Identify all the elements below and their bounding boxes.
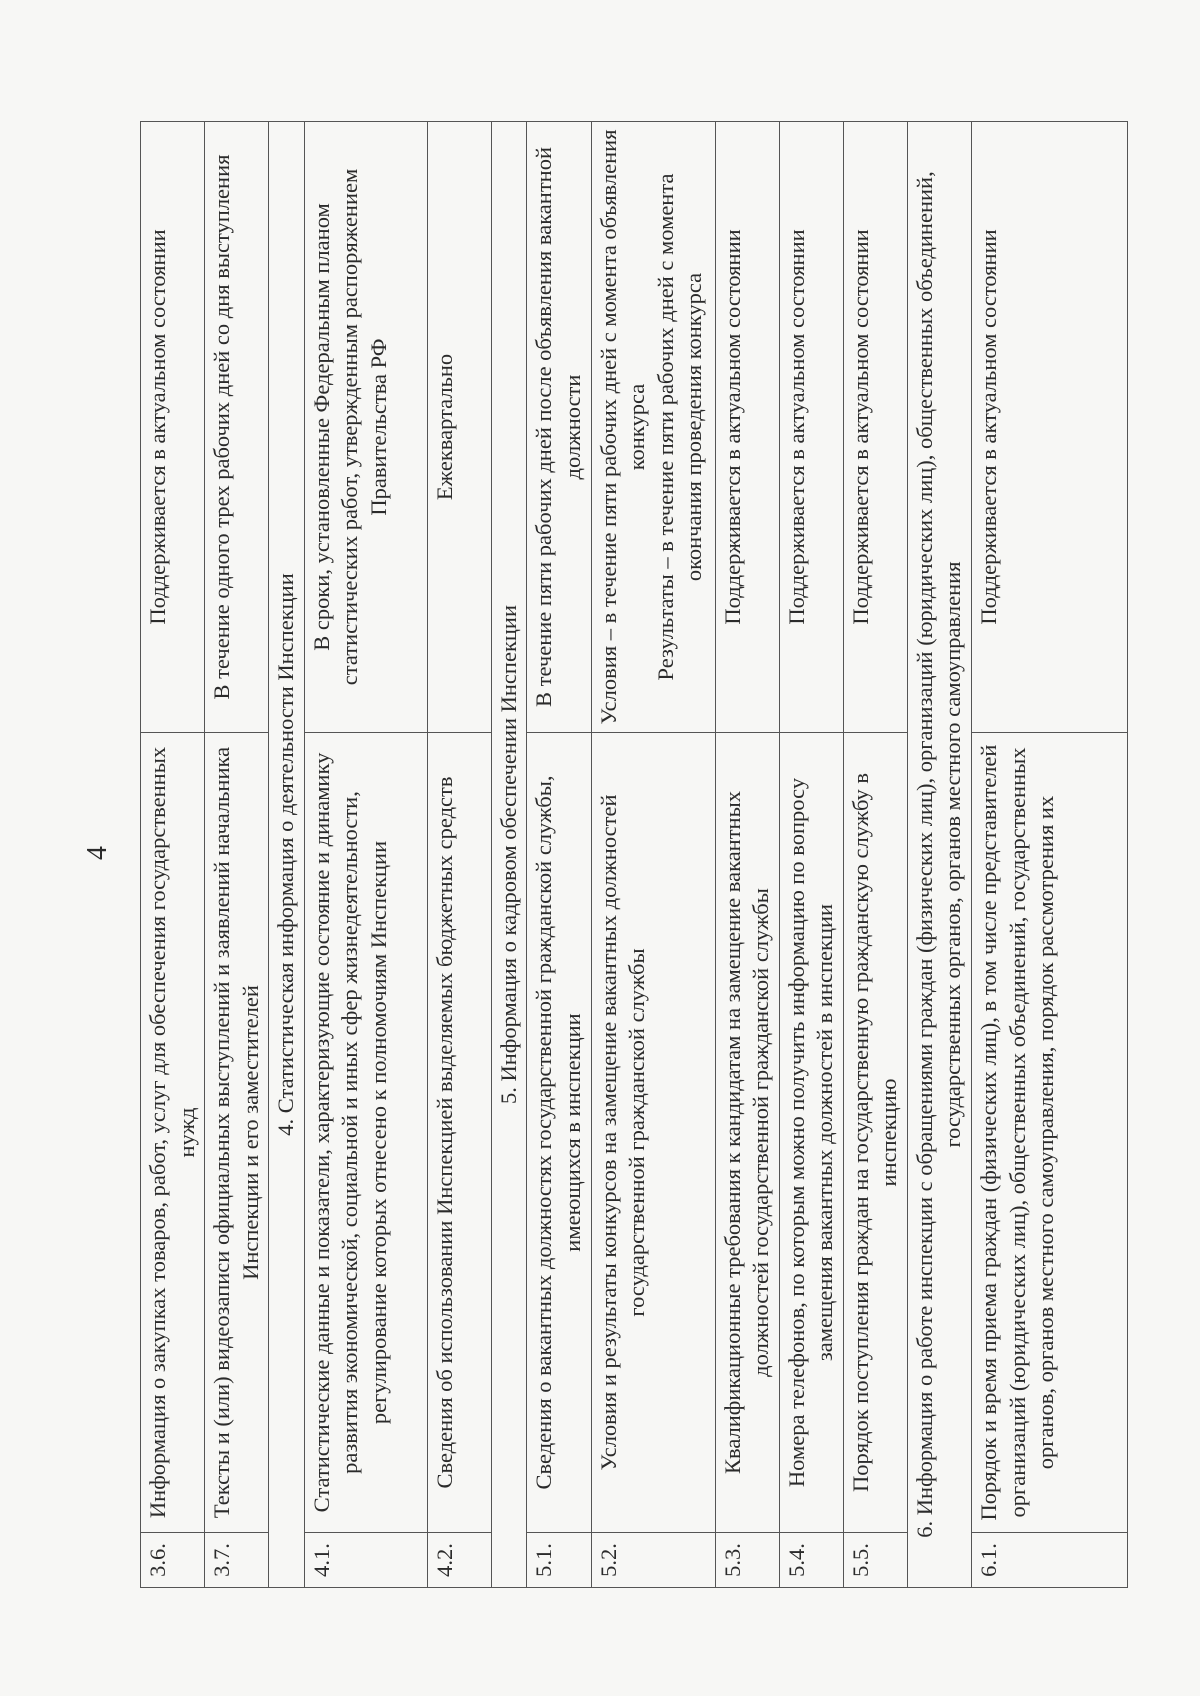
term-cell: Ежеквартально — [427, 122, 491, 733]
term-cell: В сроки, установленные Федеральным планом статистических работ, утвержденным распоряжением Правительства РФ — [304, 122, 427, 733]
info-cell: Порядок и время приема граждан (физических лиц), в том числе представителей организаций (юридических лиц), общественных объединений, государственных органов, органов местного самоуправления, порядок рассмотрения их — [972, 733, 1128, 1533]
term-cell: В течение одного трех рабочих дней со дня выступления — [205, 122, 269, 733]
section-row — [907, 122, 971, 1588]
term-results: Результаты – в течение пяти рабочих дней с момента окончания проведения конкурса — [652, 173, 707, 681]
section-heading: 4. Статистическая информация о деятельности Инспекции — [269, 122, 305, 1588]
info-cell: Квалификационные требования к кандидатам на замещение вакантных должностей государственной гражданской службы — [715, 733, 779, 1533]
row-number: 5.5. — [843, 1533, 907, 1588]
row-number: 5.3. — [715, 1533, 779, 1588]
table-row — [715, 122, 779, 1588]
row-number: 5.2. — [591, 1533, 715, 1588]
term-cell: Поддерживается в актуальном состоянии — [715, 122, 779, 733]
term-cell: В течение пяти рабочих дней после объявления вакантной должности — [527, 122, 591, 733]
page-number: 4 — [82, 846, 113, 860]
row-number: 4.1. — [304, 1533, 427, 1588]
info-cell: Тексты и (или) видеозаписи официальных выступлений и заявлений начальника Инспекции и его заместителей — [205, 733, 269, 1533]
section-row — [491, 122, 527, 1588]
term-cell: Поддерживается в актуальном состоянии — [141, 122, 205, 733]
row-number: 5.4. — [779, 1533, 843, 1588]
term-cell — [591, 122, 715, 733]
section-row — [269, 122, 305, 1588]
info-table — [140, 121, 1128, 1588]
info-cell: Условия и результаты конкурсов на замещение вакантных должностей государственной гражданской службы — [591, 733, 715, 1533]
table-row — [304, 122, 427, 1588]
term-cell: Поддерживается в актуальном состоянии — [843, 122, 907, 733]
info-cell: Порядок поступления граждан на государственную гражданскую службу в инспекцию — [843, 733, 907, 1533]
term-cell: Поддерживается в актуальном состоянии — [779, 122, 843, 733]
info-cell: Сведения об использовании Инспекцией выделяемых бюджетных средств — [427, 733, 491, 1533]
row-number: 3.6. — [141, 1533, 205, 1588]
rotated-page — [140, 122, 1128, 1588]
row-number: 3.7. — [205, 1533, 269, 1588]
table-row — [843, 122, 907, 1588]
row-number: 5.1. — [527, 1533, 591, 1588]
term-conditions: Условия – в течение пяти рабочих дней с момента объявления конкурса — [595, 129, 650, 725]
row-number: 6.1. — [972, 1533, 1128, 1588]
table-row — [972, 122, 1128, 1588]
row-number: 4.2. — [427, 1533, 491, 1588]
section-heading: 5. Информация о кадровом обеспечении Инспекции — [491, 122, 527, 1588]
table-row — [779, 122, 843, 1588]
info-cell: Информация о закупках товаров, работ, услуг для обеспечения государственных нужд — [141, 733, 205, 1533]
info-cell: Номера телефонов, по которым можно получить информацию по вопросу замещения вакантных должностей в инспекции — [779, 733, 843, 1533]
table-row — [205, 122, 269, 1588]
table-row — [527, 122, 591, 1588]
info-cell: Статистические данные и показатели, характеризующие состояние и динамику развития экономической, социальной и иных сфер жизнедеятельности, регулирование которых отнесено к полномочиям Инспекции — [304, 733, 427, 1533]
table-row — [427, 122, 491, 1588]
table-row — [141, 122, 205, 1588]
term-cell: Поддерживается в актуальном состоянии — [972, 122, 1128, 733]
table-row — [591, 122, 715, 1588]
info-cell: Сведения о вакантных должностях государственной гражданской службы, имеющихся в инспекции — [527, 733, 591, 1533]
section-heading: 6. Информация о работе инспекции с обращениями граждан (физических лиц), организаций (юридических лиц), общественных объединений, государственных органов, органов местного самоуправления — [907, 122, 971, 1588]
